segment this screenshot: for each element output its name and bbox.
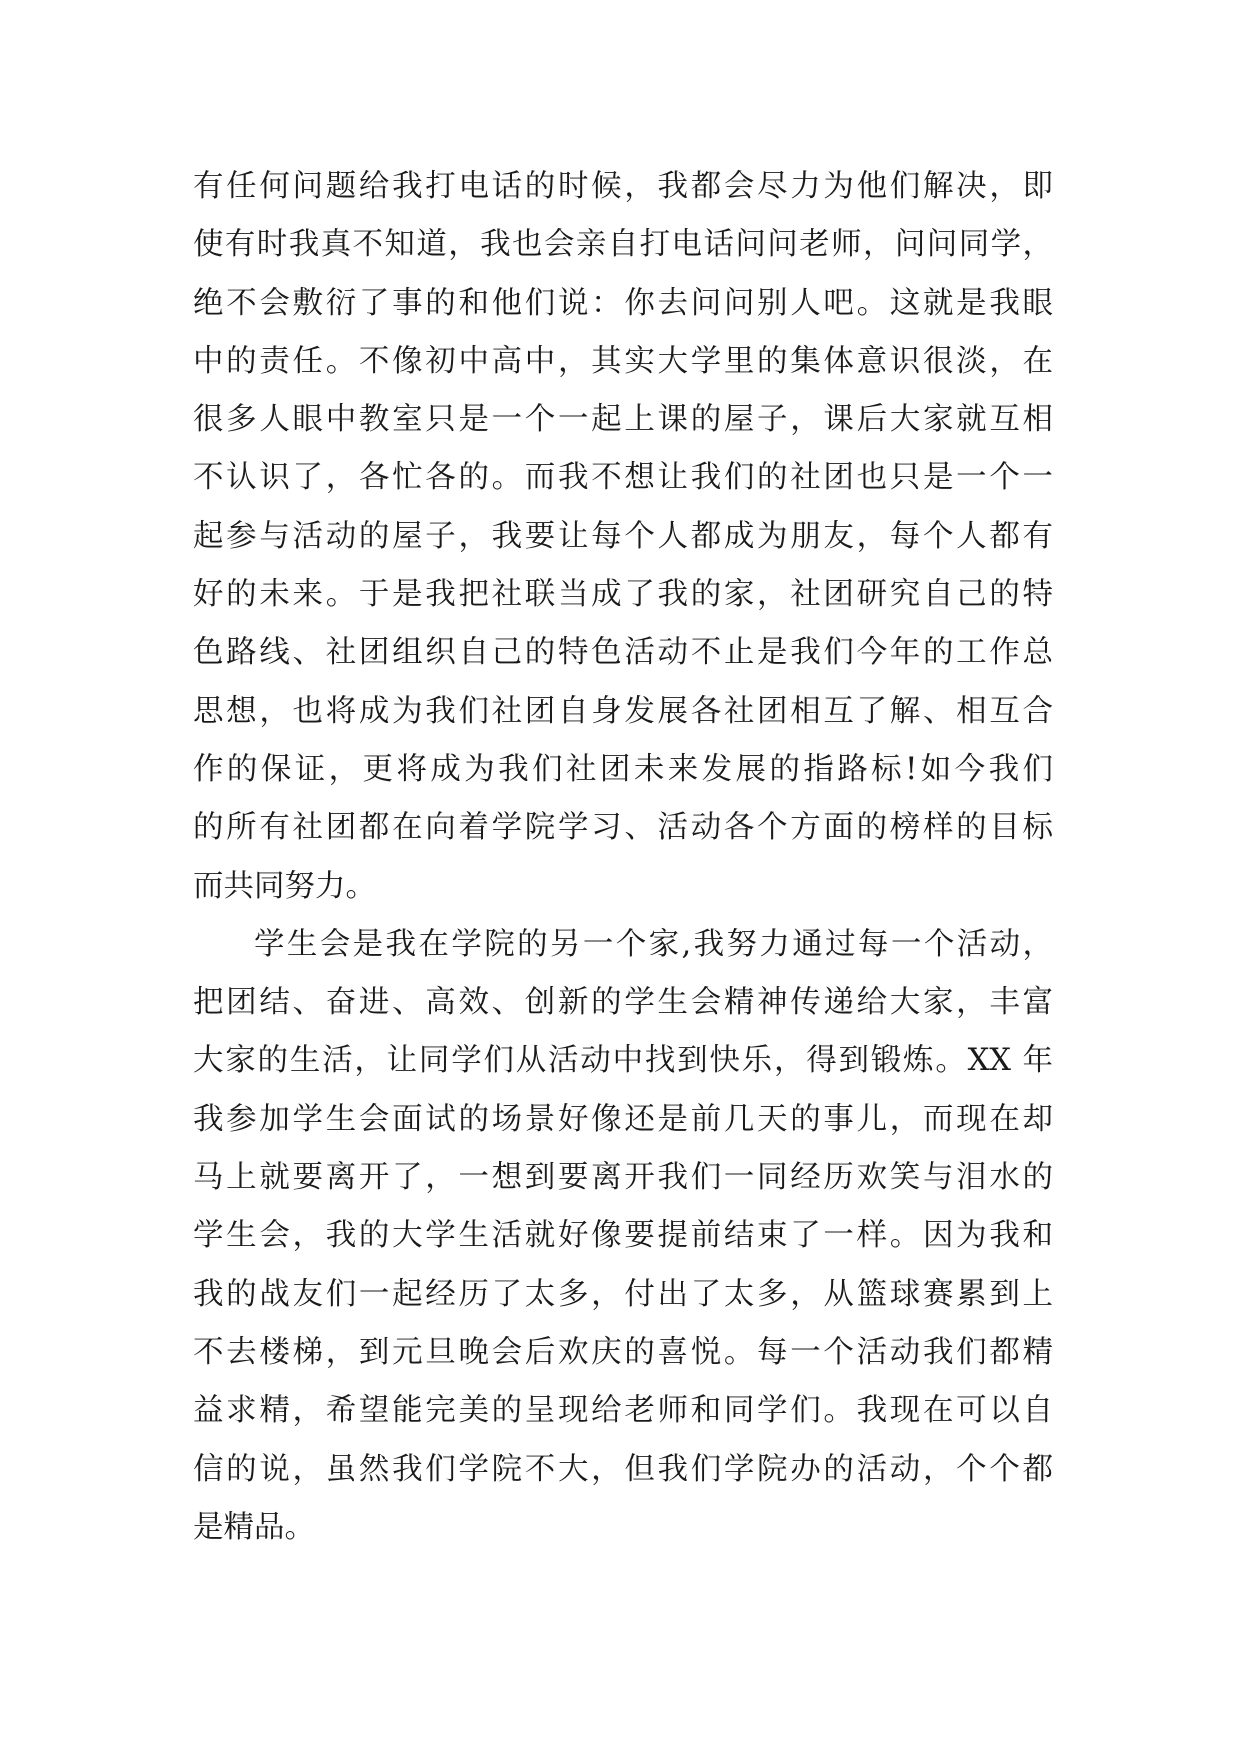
paragraph-2 xyxy=(193,916,1053,1557)
text-line: 是精品。 xyxy=(193,1509,315,1545)
text-line: 起参与活动的屋子，我要让每个人都成为朋友，每个人都有 xyxy=(193,518,1053,554)
text-line: 很多人眼中教室只是一个一起上课的屋子，课后大家就互相 xyxy=(193,402,1053,438)
text-line: 的所有社团都在向着学院学习、活动各个方面的榜样的目标 xyxy=(193,810,1053,846)
text-line: 中的责任。不像初中高中，其实大学里的集体意识很淡，在 xyxy=(193,343,1053,379)
text-line: 把团结、奋进、高效、创新的学生会精神传递给大家，丰富 xyxy=(193,985,1053,1021)
text-line: 而共同努力。 xyxy=(193,868,376,904)
text-line: 信的说，虽然我们学院不大，但我们学院办的活动，个个都 xyxy=(193,1451,1053,1487)
text-line: 学生会，我的大学生活就好像要提前结束了一样。因为我和 xyxy=(193,1218,1053,1254)
text-line: 色路线、社团组织自己的特色活动不止是我们今年的工作总 xyxy=(193,635,1053,671)
text-line: 有任何问题给我打电话的时候，我都会尽力为他们解决，即 xyxy=(193,169,1053,204)
text-line: 作的保证，更将成为我们社团未来发展的指路标!如今我们 xyxy=(193,751,1053,787)
text-line: 我参加学生会面试的场景好像还是前几天的事儿，而现在却 xyxy=(193,1101,1053,1137)
paragraph-1 xyxy=(193,158,1053,916)
text-line: 好的未来。于是我把社联当成了我的家，社团研究自己的特 xyxy=(193,577,1053,613)
text-line: 不认识了，各忙各的。而我不想让我们的社团也只是一个一 xyxy=(193,460,1053,496)
text-line: 绝不会敷衍了事的和他们说：你去问问别人吧。这就是我眼 xyxy=(193,285,1053,321)
text-line: 学生会是我在学院的另一个家,我努力通过每一个活动， xyxy=(254,926,1053,962)
text-line: 使有时我真不知道，我也会亲自打电话问问老师，问问同学， xyxy=(193,227,1053,263)
text-line: 我的战友们一起经历了太多，付出了太多，从篮球赛累到上 xyxy=(193,1276,1053,1312)
text-line: 思想，也将成为我们社团自身发展各社团相互了解、相互合 xyxy=(193,693,1053,729)
text-line: 不去楼梯，到元旦晚会后欢庆的喜悦。每一个活动我们都精 xyxy=(193,1334,1053,1370)
body-text xyxy=(193,158,1053,1557)
text-line: 大家的生活，让同学们从活动中找到快乐，得到锻炼。XX 年 xyxy=(193,1043,1053,1079)
text-line: 益求精，希望能完美的呈现给老师和同学们。我现在可以自 xyxy=(193,1393,1053,1429)
text-line: 马上就要离开了，一想到要离开我们一同经历欢笑与泪水的 xyxy=(193,1160,1053,1196)
